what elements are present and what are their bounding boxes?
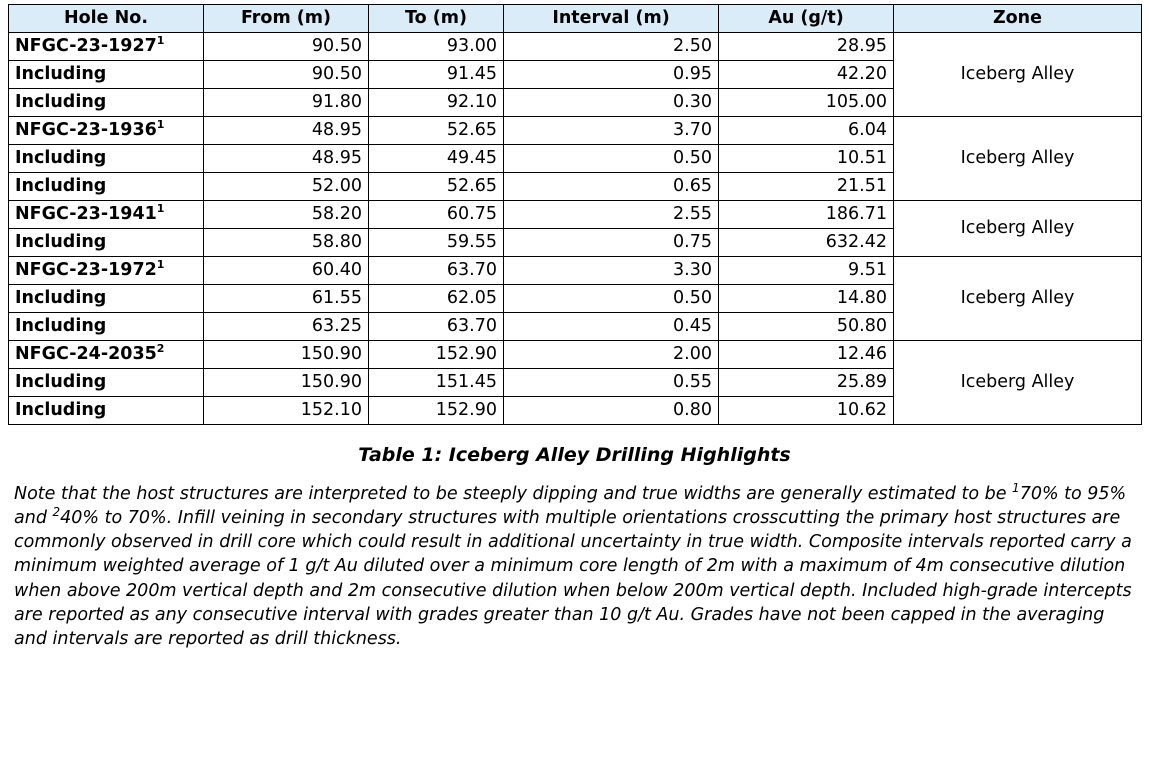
cell-au: 10.51 — [719, 145, 894, 173]
cell-hole-no — [9, 89, 204, 117]
hole-label: Including — [15, 64, 107, 85]
cell-hole-no — [9, 397, 204, 425]
cell-hole-no — [9, 173, 204, 201]
hole-superscript: 1 — [156, 118, 165, 132]
table-row — [9, 341, 1142, 369]
hole-label: Including — [15, 92, 107, 113]
hole-label: Including — [15, 148, 107, 169]
cell-hole-no — [9, 369, 204, 397]
cell-from: 63.25 — [204, 313, 369, 341]
cell-hole-no — [9, 229, 204, 257]
cell-zone: Iceberg Alley — [894, 201, 1142, 257]
cell-interval: 0.65 — [504, 173, 719, 201]
cell-hole-no — [9, 257, 204, 285]
cell-to: 60.75 — [369, 201, 504, 229]
cell-from: 58.80 — [204, 229, 369, 257]
table-note — [8, 482, 1141, 651]
note-part-3: 40% to 70%. Infill veining in secondary structures with multiple orientations crosscutting the primary host structures are commonly observed in drill core which could result in additional uncertainty in true width. Composite intervals reported carry a minimum weighted average of 1 g/t Au diluted over a minimum core length of 2m with a maximum of 4m consecutive dilution when above 200m vertical depth and 2m consecutive dilution when below 200m vertical depth. Included high-grade intercepts are reported as any consecutive interval with grades greater than 10 g/t Au. Grades have not been capped in the averaging and intervals are reported as drill thickness. — [14, 508, 1132, 649]
cell-interval: 0.50 — [504, 145, 719, 173]
cell-from: 48.95 — [204, 117, 369, 145]
hole-superscript: 1 — [156, 34, 165, 48]
hole-label: NFGC-23-1927 — [15, 36, 157, 57]
column-header-interval: Interval (m) — [504, 5, 719, 33]
cell-zone: Iceberg Alley — [894, 341, 1142, 425]
cell-hole-no — [9, 341, 204, 369]
hole-superscript: 1 — [156, 258, 165, 272]
column-header-to: To (m) — [369, 5, 504, 33]
cell-interval: 3.30 — [504, 257, 719, 285]
cell-from: 150.90 — [204, 369, 369, 397]
cell-interval: 3.70 — [504, 117, 719, 145]
cell-interval: 0.75 — [504, 229, 719, 257]
hole-label: NFGC-23-1972 — [15, 260, 157, 281]
cell-au: 25.89 — [719, 369, 894, 397]
cell-hole-no — [9, 285, 204, 313]
table-row — [9, 201, 1142, 229]
cell-to: 63.70 — [369, 313, 504, 341]
note-superscript-2: 2 — [52, 505, 61, 520]
cell-interval: 2.55 — [504, 201, 719, 229]
cell-from: 152.10 — [204, 397, 369, 425]
note-part-2: 70% to 95% and — [14, 484, 1127, 529]
cell-zone: Iceberg Alley — [894, 257, 1142, 341]
hole-label: Including — [15, 232, 107, 253]
cell-hole-no — [9, 313, 204, 341]
column-header-from: From (m) — [204, 5, 369, 33]
cell-au: 10.62 — [719, 397, 894, 425]
cell-interval: 0.50 — [504, 285, 719, 313]
hole-label: Including — [15, 372, 107, 393]
cell-zone: Iceberg Alley — [894, 33, 1142, 117]
cell-to: 59.55 — [369, 229, 504, 257]
cell-from: 58.20 — [204, 201, 369, 229]
cell-to: 152.90 — [369, 341, 504, 369]
cell-to: 92.10 — [369, 89, 504, 117]
cell-hole-no — [9, 145, 204, 173]
cell-au: 9.51 — [719, 257, 894, 285]
cell-interval: 2.00 — [504, 341, 719, 369]
cell-hole-no — [9, 117, 204, 145]
hole-superscript: 2 — [156, 342, 165, 356]
cell-interval: 0.55 — [504, 369, 719, 397]
cell-au: 28.95 — [719, 33, 894, 61]
cell-from: 91.80 — [204, 89, 369, 117]
column-header-au: Au (g/t) — [719, 5, 894, 33]
hole-label: NFGC-23-1936 — [15, 120, 157, 141]
table-body — [9, 33, 1142, 425]
cell-from: 90.50 — [204, 61, 369, 89]
table-row — [9, 117, 1142, 145]
table-row — [9, 33, 1142, 61]
cell-interval: 0.45 — [504, 313, 719, 341]
cell-to: 52.65 — [369, 173, 504, 201]
note-superscript-1: 1 — [1012, 481, 1020, 496]
cell-to: 62.05 — [369, 285, 504, 313]
cell-au: 42.20 — [719, 61, 894, 89]
table-header-row — [9, 5, 1142, 33]
cell-au: 12.46 — [719, 341, 894, 369]
note-part-1: Note that the host structures are interpreted to be steeply dipping and true widths are generally estimated to be — [14, 484, 1013, 504]
hole-label: Including — [15, 288, 107, 309]
cell-to: 52.65 — [369, 117, 504, 145]
cell-hole-no — [9, 201, 204, 229]
cell-interval: 0.30 — [504, 89, 719, 117]
cell-au: 21.51 — [719, 173, 894, 201]
hole-label: Including — [15, 400, 107, 421]
cell-hole-no — [9, 33, 204, 61]
cell-to: 49.45 — [369, 145, 504, 173]
cell-from: 60.40 — [204, 257, 369, 285]
hole-superscript: 1 — [156, 202, 165, 216]
hole-label: Including — [15, 176, 107, 197]
hole-label: NFGC-24-2035 — [15, 344, 157, 365]
cell-from: 90.50 — [204, 33, 369, 61]
cell-from: 48.95 — [204, 145, 369, 173]
cell-from: 150.90 — [204, 341, 369, 369]
cell-from: 61.55 — [204, 285, 369, 313]
cell-to: 151.45 — [369, 369, 504, 397]
cell-interval: 0.95 — [504, 61, 719, 89]
drilling-highlights-table — [8, 4, 1142, 425]
column-header-zone: Zone — [894, 5, 1142, 33]
cell-au: 632.42 — [719, 229, 894, 257]
cell-au: 6.04 — [719, 117, 894, 145]
cell-au: 50.80 — [719, 313, 894, 341]
cell-to: 91.45 — [369, 61, 504, 89]
cell-zone: Iceberg Alley — [894, 117, 1142, 201]
cell-au: 186.71 — [719, 201, 894, 229]
cell-to: 93.00 — [369, 33, 504, 61]
cell-from: 52.00 — [204, 173, 369, 201]
cell-interval: 2.50 — [504, 33, 719, 61]
table-row — [9, 257, 1142, 285]
cell-au: 105.00 — [719, 89, 894, 117]
cell-au: 14.80 — [719, 285, 894, 313]
table-caption: Table 1: Iceberg Alley Drilling Highlights — [358, 444, 791, 466]
table-header — [9, 5, 1142, 33]
cell-hole-no — [9, 61, 204, 89]
column-header-hole-no: Hole No. — [9, 5, 204, 33]
cell-to: 152.90 — [369, 397, 504, 425]
cell-to: 63.70 — [369, 257, 504, 285]
hole-label: Including — [15, 316, 107, 337]
cell-interval: 0.80 — [504, 397, 719, 425]
hole-label: NFGC-23-1941 — [15, 204, 157, 225]
